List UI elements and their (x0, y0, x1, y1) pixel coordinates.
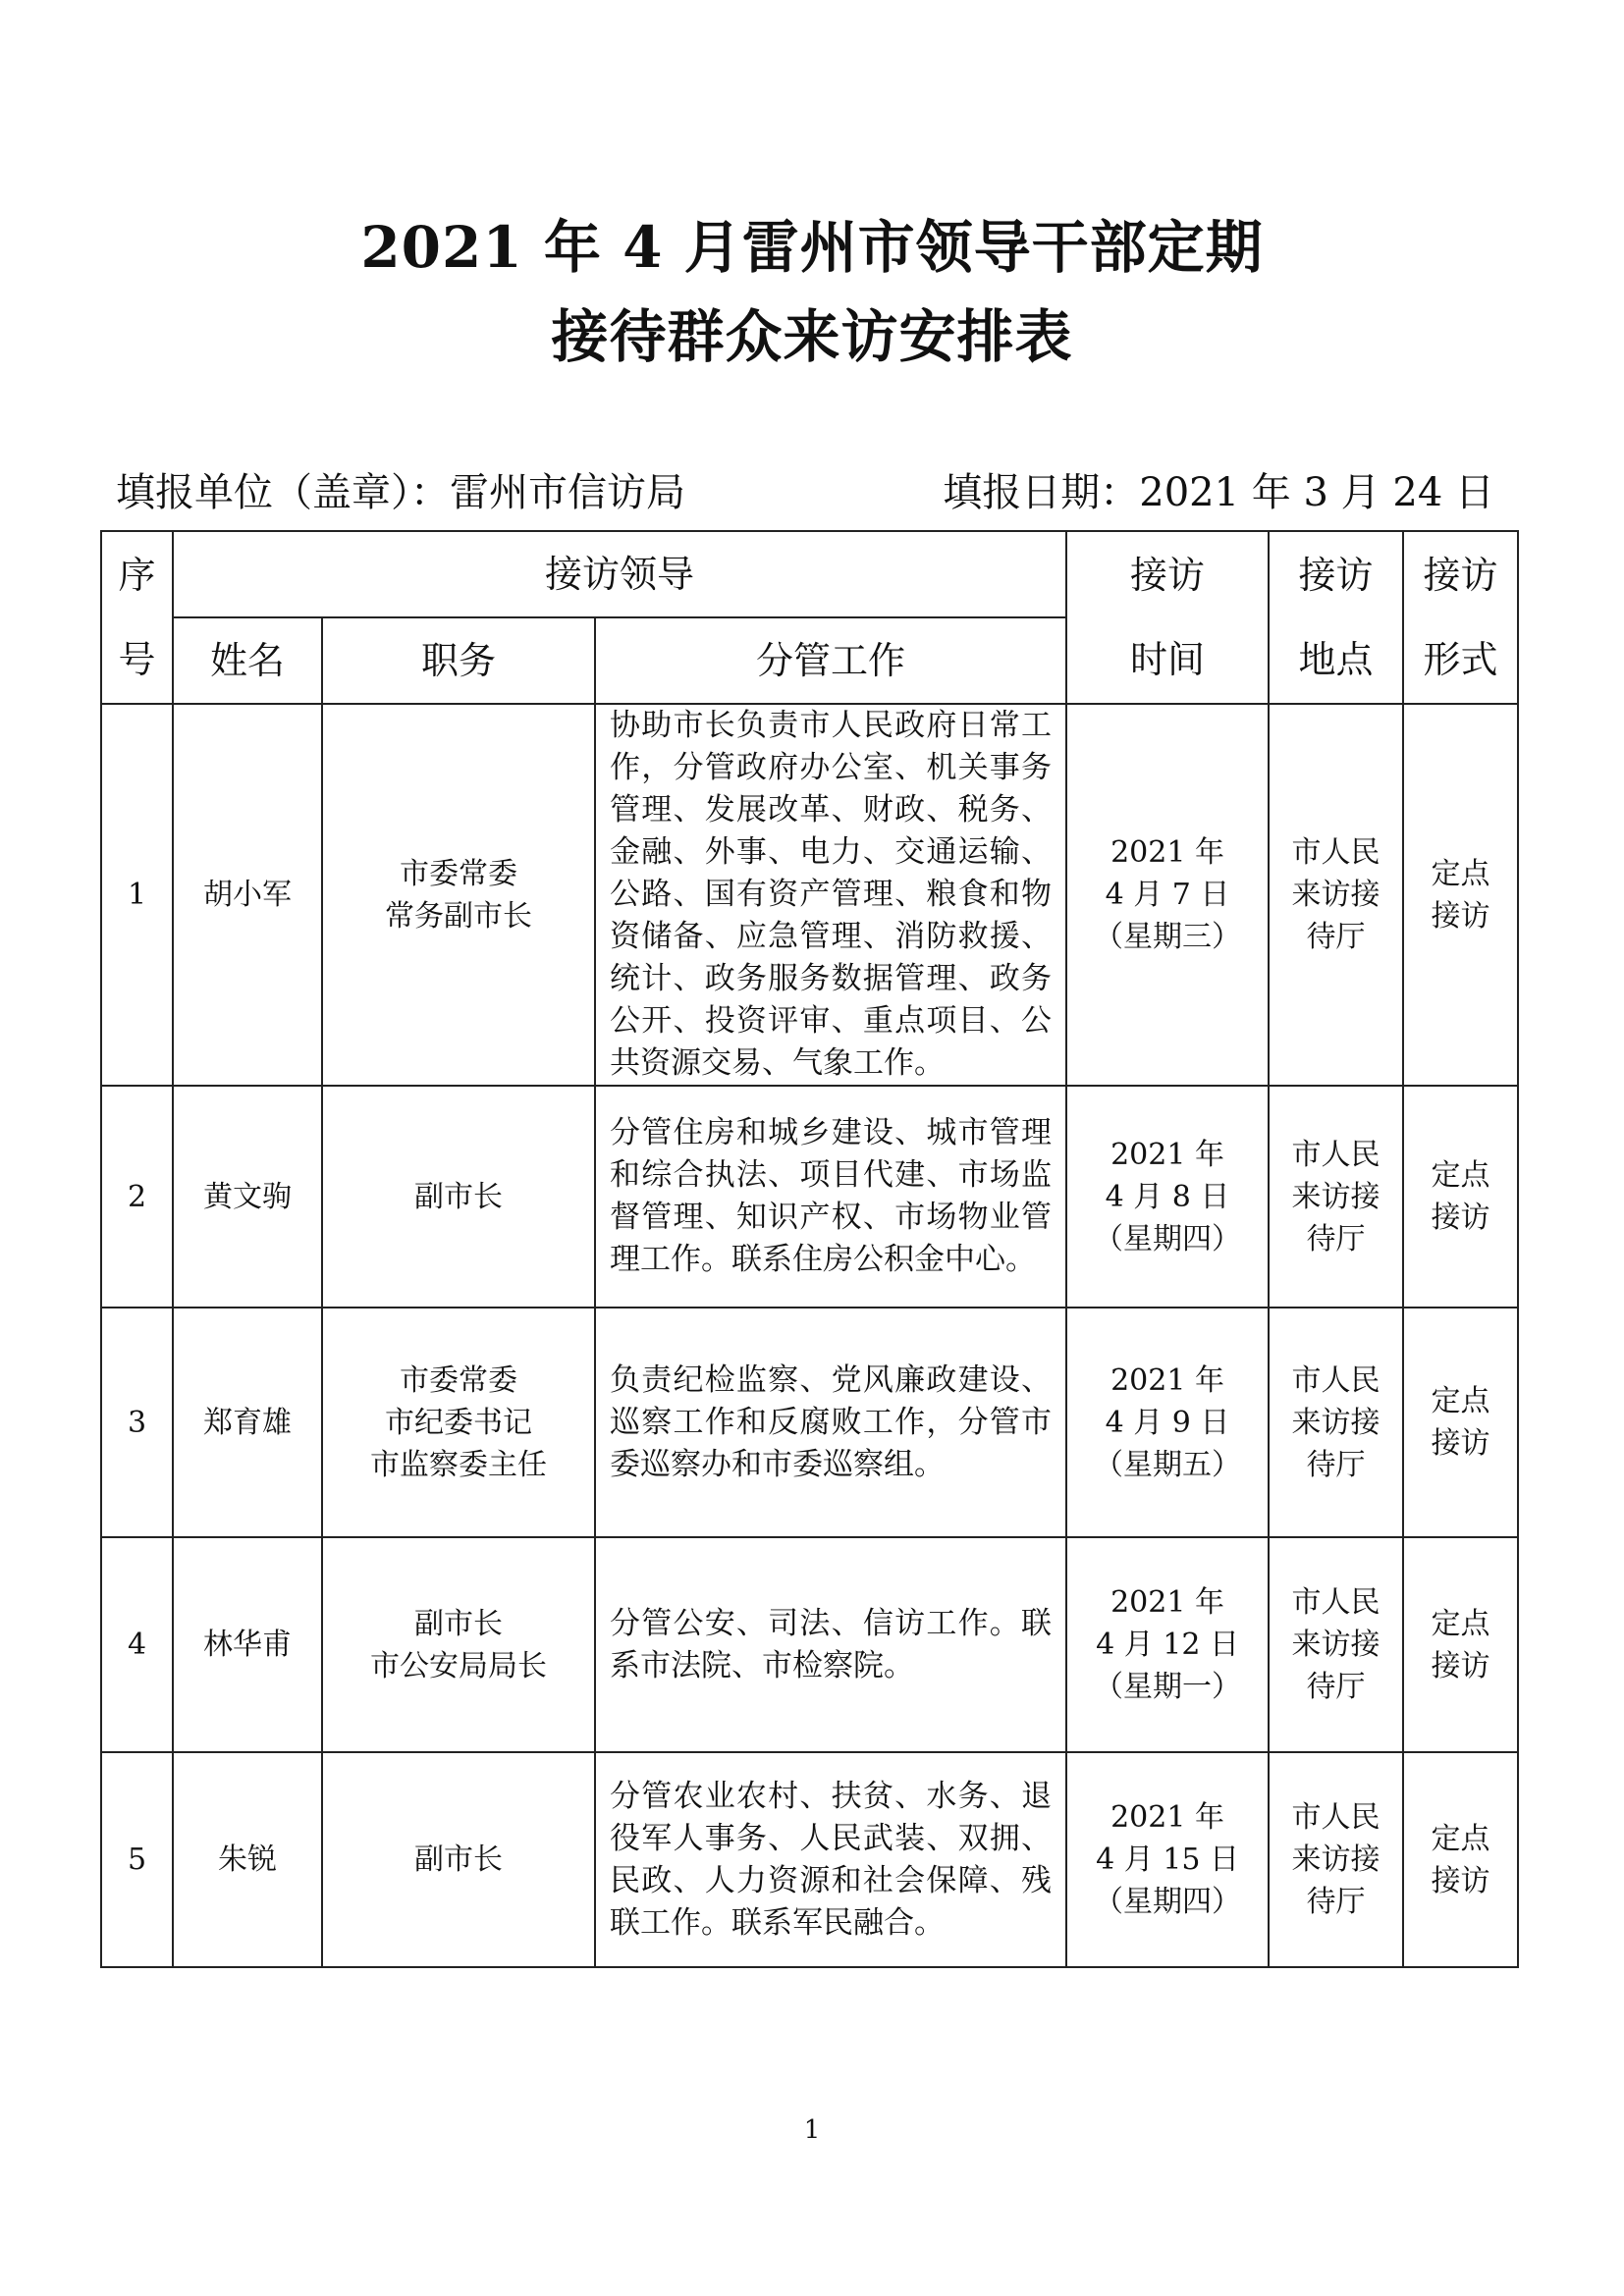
row-position-line: 副市长 (414, 1179, 503, 1214)
header-form (1403, 531, 1518, 704)
row-name: 胡小军 (173, 704, 322, 1086)
row-time (1066, 1308, 1269, 1537)
row-time-line: 2021 年 (1110, 1800, 1224, 1835)
row-place-line: 待厅 (1306, 920, 1366, 954)
row-seq: 5 (101, 1752, 173, 1967)
row-form-line: 定点 (1431, 856, 1490, 891)
row-place-line: 市人民 (1291, 1585, 1380, 1620)
row-work: 负责纪检监察、党风廉政建设、巡察工作和反腐败工作，分管市委巡察办和市委巡察组。 (595, 1308, 1066, 1537)
header-place-1: 接访 (1298, 554, 1374, 597)
row-form-line: 接访 (1431, 1648, 1490, 1683)
header-form-2: 形式 (1423, 638, 1498, 681)
row-form-line: 定点 (1431, 1606, 1490, 1641)
header-seq-1: 序 (118, 554, 156, 597)
row-seq: 1 (101, 704, 173, 1086)
header-time-2: 时间 (1130, 638, 1206, 681)
header-time (1066, 531, 1269, 704)
header-time-1: 接访 (1130, 554, 1206, 597)
schedule-table (100, 530, 1519, 1968)
row-name: 林华甫 (173, 1537, 322, 1752)
row-form-line: 接访 (1431, 898, 1490, 934)
row-time (1066, 704, 1269, 1086)
row-place (1269, 1752, 1403, 1967)
row-time (1066, 1086, 1269, 1308)
row-place-line: 市人民 (1291, 1362, 1380, 1398)
row-place-line: 来访接 (1291, 1842, 1380, 1877)
row-seq: 3 (101, 1308, 173, 1537)
header-position: 职务 (322, 617, 595, 704)
row-place-line: 来访接 (1291, 1179, 1380, 1214)
row-form-line: 接访 (1431, 1863, 1490, 1898)
row-work: 分管公安、司法、信访工作。联系市法院、市检察院。 (595, 1537, 1066, 1752)
row-work: 分管农业农村、扶贫、水务、退役军人事务、人民武装、双拥、民政、人力资源和社会保障、残联工作。联系军民融合。 (595, 1752, 1066, 1967)
document-title-line-2: 接待群众来访安排表 (551, 303, 1073, 370)
page-number: 1 (803, 2115, 821, 2145)
row-form (1403, 1308, 1518, 1537)
row-place-line: 来访接 (1291, 1628, 1380, 1662)
row-place-line: 待厅 (1306, 1885, 1366, 1919)
row-position-line: 市公安局局长 (370, 1648, 547, 1683)
row-position-line: 市纪委书记 (385, 1405, 532, 1440)
header-place (1269, 531, 1403, 704)
row-form-line: 接访 (1431, 1426, 1490, 1461)
row-time-line: （星期四） (1094, 1221, 1242, 1256)
row-form (1403, 704, 1518, 1086)
row-time-line: （星期四） (1094, 1885, 1242, 1919)
row-place-line: 来访接 (1291, 878, 1380, 912)
table-row (101, 1308, 1518, 1537)
document-title-line-1: 2021 年 4 月雷州市领导干部定期 (360, 214, 1264, 281)
row-place (1269, 1086, 1403, 1308)
row-place (1269, 704, 1403, 1086)
row-place-line: 待厅 (1306, 1670, 1366, 1704)
row-work: 协助市长负责市人民政府日常工作，分管政府办公室、机关事务管理、发展改革、财政、税务、金融、外事、电力、交通运输、公路、国有资产管理、粮食和物资储备、应急管理、消防救援、统计、政务服务数据管理、政务公开、投资评审、重点项目、公共资源交易、气象工作。 (595, 704, 1066, 1086)
row-time-line: （星期五） (1094, 1447, 1242, 1482)
row-name: 黄文驹 (173, 1086, 322, 1308)
row-seq: 2 (101, 1086, 173, 1308)
header-leader-group: 接访领导 (173, 531, 1066, 617)
row-name: 郑育雄 (173, 1308, 322, 1537)
header-place-2: 地点 (1298, 638, 1374, 681)
row-time-line: 2021 年 (1110, 1362, 1224, 1398)
row-time-line: 4 月 8 日 (1105, 1179, 1230, 1214)
row-position (322, 1308, 595, 1537)
row-place-line: 市人民 (1291, 835, 1380, 870)
row-form-line: 定点 (1431, 1158, 1490, 1193)
row-position-line: 市委常委 (400, 1362, 517, 1398)
row-position-line: 副市长 (414, 1606, 503, 1641)
row-position-line: 市监察委主任 (370, 1447, 547, 1482)
row-position-line: 常务副市长 (385, 898, 532, 934)
table-row (101, 704, 1518, 1086)
row-time-line: 2021 年 (1110, 835, 1224, 870)
row-place (1269, 1537, 1403, 1752)
row-place-line: 来访接 (1291, 1405, 1380, 1440)
header-seq (101, 531, 173, 704)
row-position (322, 1086, 595, 1308)
row-position-line: 市委常委 (400, 856, 517, 891)
row-form-line: 接访 (1431, 1201, 1490, 1235)
row-time-line: （星期三） (1094, 920, 1242, 954)
row-time (1066, 1752, 1269, 1967)
row-place-line: 待厅 (1306, 1221, 1366, 1256)
row-place-line: 待厅 (1306, 1447, 1366, 1482)
row-work: 分管住房和城乡建设、城市管理和综合执法、项目代建、市场监督管理、知识产权、市场物业管理工作。联系住房公积金中心。 (595, 1086, 1066, 1308)
row-position-line: 副市长 (414, 1842, 503, 1877)
row-time-line: 4 月 12 日 (1096, 1628, 1239, 1662)
header-form-1: 接访 (1423, 554, 1498, 597)
row-name: 朱锐 (173, 1752, 322, 1967)
row-time-line: （星期一） (1094, 1670, 1242, 1704)
reporting-unit: 填报单位（盖章）：雷州市信访局 (116, 470, 685, 515)
row-position (322, 1752, 595, 1967)
row-place (1269, 1308, 1403, 1537)
row-time (1066, 1537, 1269, 1752)
header-work: 分管工作 (595, 617, 1066, 704)
row-place-line: 市人民 (1291, 1800, 1380, 1835)
table-row (101, 1086, 1518, 1308)
row-time-line: 2021 年 (1110, 1137, 1224, 1172)
row-time-line: 4 月 15 日 (1096, 1842, 1239, 1877)
reporting-date: 填报日期：2021 年 3 月 24 日 (943, 470, 1494, 515)
row-time-line: 4 月 9 日 (1105, 1405, 1230, 1440)
row-position (322, 704, 595, 1086)
row-time-line: 2021 年 (1110, 1585, 1224, 1620)
row-position (322, 1537, 595, 1752)
row-form (1403, 1086, 1518, 1308)
table-row (101, 1537, 1518, 1752)
row-form (1403, 1752, 1518, 1967)
row-form (1403, 1537, 1518, 1752)
header-seq-2: 号 (118, 638, 156, 681)
row-seq: 4 (101, 1537, 173, 1752)
row-place-line: 市人民 (1291, 1137, 1380, 1172)
table-row (101, 1752, 1518, 1967)
row-form-line: 定点 (1431, 1384, 1490, 1418)
row-form-line: 定点 (1431, 1821, 1490, 1856)
row-time-line: 4 月 7 日 (1105, 878, 1230, 912)
header-name: 姓名 (173, 617, 322, 704)
